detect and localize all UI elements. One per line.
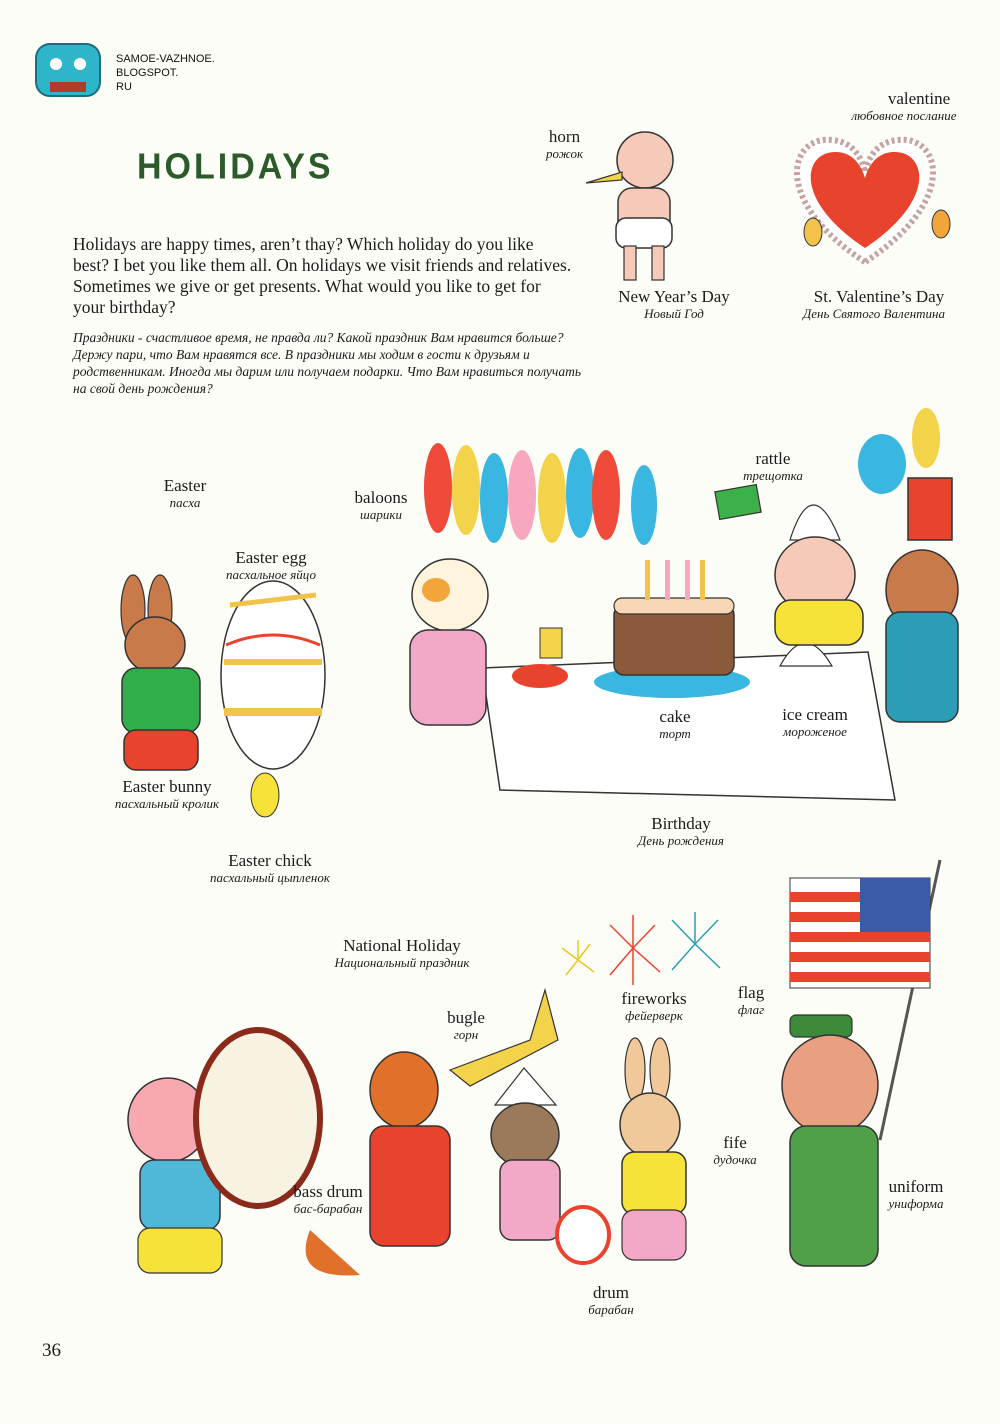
label-en: New Year’s Day bbox=[618, 287, 730, 306]
label-ru: Новый Год bbox=[644, 306, 704, 321]
label-en: St. Valentine’s Day bbox=[813, 287, 945, 306]
label-en: baloons bbox=[354, 488, 408, 507]
label-ru: День Святого Валентина bbox=[802, 306, 946, 321]
label-en: Easter bunny bbox=[122, 777, 212, 796]
label-st-valentine bbox=[794, 288, 964, 321]
label-bugle bbox=[440, 1009, 492, 1042]
rabbit-birthday-illustration bbox=[886, 478, 958, 722]
label-ru: пасхальное яйцо bbox=[226, 567, 316, 582]
label-baloons bbox=[346, 489, 416, 522]
label-en: Birthday bbox=[651, 814, 711, 833]
watermark-line: BLOGSPOT. bbox=[116, 67, 179, 79]
intro-russian: Праздники - счастливое время, не правда ли? Какой праздник Вам нравится больше? Держу пари, что Вам нравятся все. В праздники мы ходим в гости к друзьям и родственникам. Иногда мы дарим или получаем подарки. Что Вам нравиться получать на свой день рождения? bbox=[73, 330, 581, 396]
label-en: bass drum bbox=[293, 1182, 363, 1201]
label-ru: дудочка bbox=[713, 1152, 757, 1167]
label-ru: барабан bbox=[588, 1302, 634, 1317]
label-en: horn bbox=[548, 127, 581, 146]
raccoon-with-drum-illustration bbox=[491, 1068, 609, 1263]
label-en: Easter bbox=[163, 476, 207, 495]
label-new-year bbox=[594, 288, 754, 321]
label-easter-bunny bbox=[92, 778, 242, 811]
label-easter-egg bbox=[206, 549, 336, 582]
label-ru: пасха bbox=[169, 495, 201, 510]
label-ru: униформа bbox=[888, 1196, 944, 1211]
fireworks-illustration bbox=[562, 912, 720, 985]
logo-robot-icon bbox=[36, 44, 100, 96]
label-fife bbox=[704, 1134, 766, 1167]
label-en: valentine bbox=[887, 89, 951, 108]
label-en: fireworks bbox=[621, 989, 687, 1008]
pig-with-horn-illustration bbox=[586, 132, 673, 280]
label-en: cake bbox=[659, 707, 691, 726]
pig-with-rattle-illustration bbox=[715, 485, 863, 645]
pig-with-bass-drum-illustration bbox=[128, 1030, 320, 1273]
cat-illustration bbox=[410, 559, 488, 725]
label-flag bbox=[728, 984, 774, 1017]
easter-bunny-illustration bbox=[121, 575, 200, 770]
page-title: HOLIDAYS bbox=[137, 147, 334, 187]
valentine-heart-illustration bbox=[797, 140, 950, 262]
label-drum bbox=[578, 1284, 644, 1317]
easter-egg-illustration bbox=[221, 581, 325, 769]
label-en: National Holiday bbox=[343, 936, 461, 955]
label-en: drum bbox=[593, 1283, 629, 1302]
label-national-holiday bbox=[312, 937, 492, 970]
label-horn bbox=[546, 128, 583, 161]
page-number: 36 bbox=[42, 1340, 61, 1361]
watermark-line: SAMOE-VAZHNOE. bbox=[116, 53, 215, 65]
label-ru: любовное послание bbox=[851, 108, 957, 123]
label-ru: флаг bbox=[737, 1002, 765, 1017]
bear-in-uniform-illustration bbox=[782, 1015, 878, 1266]
label-ru: торт bbox=[659, 726, 691, 741]
intro-english: Holidays are happy times, aren’t thay? Which holiday do you like best? I bet you like them all. On holidays we visit friends and relatives. Sometimes we give or get presents. What would you like to get for your birthday? bbox=[73, 234, 572, 317]
label-en: flag bbox=[737, 983, 765, 1002]
watermark bbox=[116, 52, 215, 94]
label-en: fife bbox=[723, 1133, 747, 1152]
label-ru: рожок bbox=[546, 146, 584, 161]
label-ru: мороженое bbox=[783, 724, 847, 739]
label-ru: пасхальный цыпленок bbox=[210, 870, 330, 885]
label-cake bbox=[640, 708, 710, 741]
label-rattle bbox=[738, 450, 808, 483]
label-ru: фейерверк bbox=[625, 1008, 683, 1023]
label-en: uniform bbox=[888, 1177, 944, 1196]
label-birthday bbox=[616, 815, 746, 848]
label-en: bugle bbox=[447, 1008, 485, 1027]
label-ru: День рождения bbox=[638, 833, 724, 848]
label-valentine bbox=[851, 89, 964, 123]
label-ru: шарики bbox=[360, 507, 402, 522]
label-en: ice cream bbox=[782, 705, 848, 724]
watermark-line: RU bbox=[116, 81, 132, 93]
label-ru: горн bbox=[453, 1027, 479, 1042]
label-easter-chick bbox=[190, 852, 350, 885]
label-en: Easter egg bbox=[235, 548, 307, 567]
label-ru: бас-барабан bbox=[293, 1201, 363, 1216]
label-en: Easter chick bbox=[228, 851, 312, 870]
label-bass-drum bbox=[280, 1183, 376, 1216]
label-uniform bbox=[876, 1178, 956, 1211]
label-easter bbox=[150, 477, 220, 510]
rabbit-with-fife-illustration bbox=[620, 1038, 686, 1260]
label-fireworks bbox=[608, 990, 700, 1023]
easter-chick-illustration bbox=[251, 773, 279, 817]
balloons-illustration bbox=[424, 408, 940, 545]
label-ru: пасхальный кролик bbox=[114, 796, 220, 811]
label-en: rattle bbox=[755, 449, 791, 468]
label-ru: трещотка bbox=[743, 468, 803, 483]
label-ru: Национальный праздник bbox=[334, 955, 470, 970]
label-ice-cream bbox=[768, 706, 862, 739]
